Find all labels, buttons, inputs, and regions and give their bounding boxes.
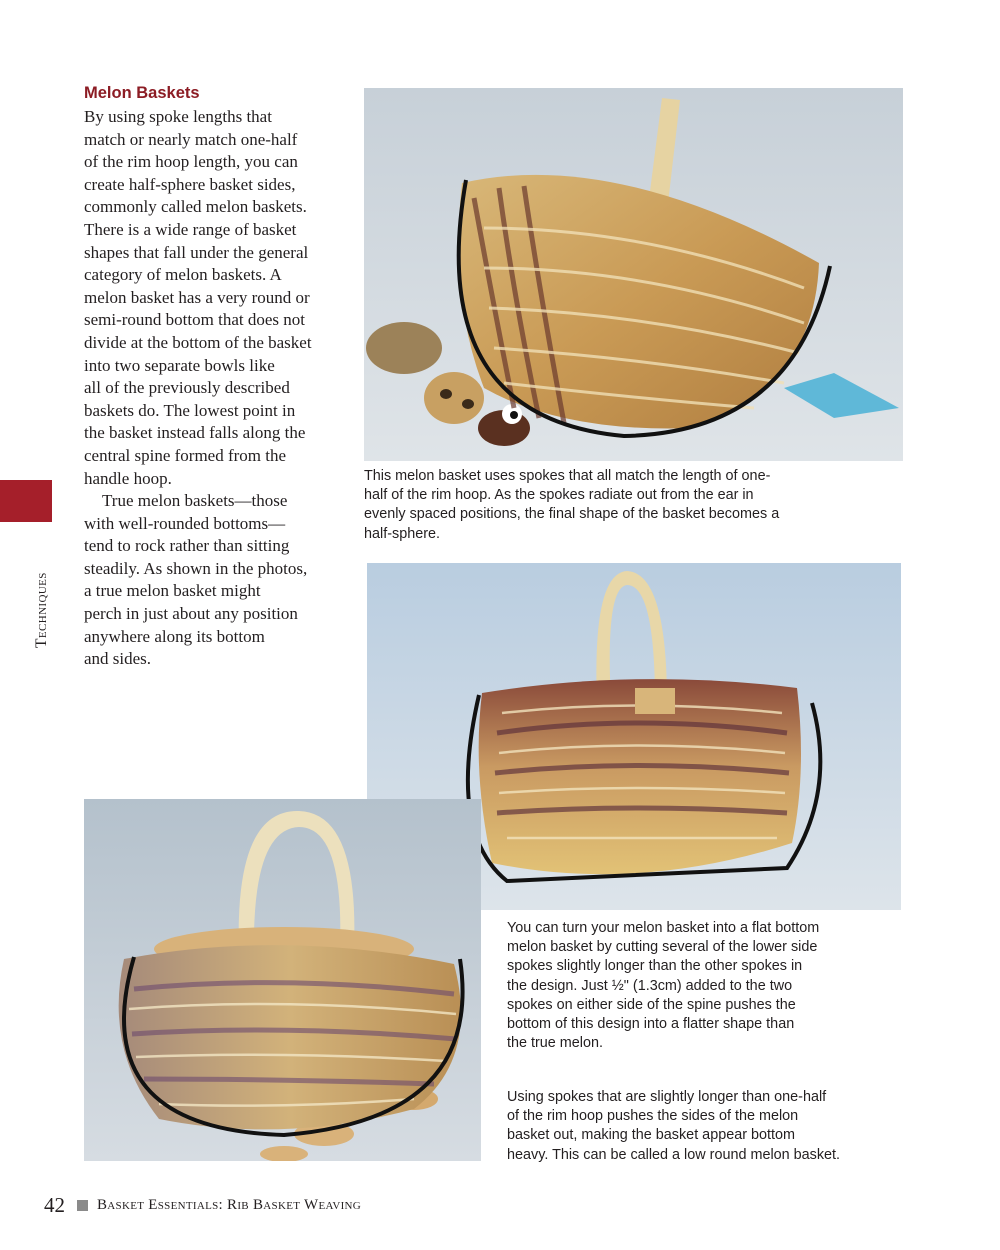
caption-photo-2 [507, 919, 819, 1053]
body-line: By using spoke lengths that [84, 107, 272, 126]
caption-line: evenly spaced positions, the final shape of the basket becomes a [364, 506, 780, 523]
caption-line: Using spokes that are slightly longer than one-half [507, 1089, 827, 1105]
body-line: perch in just about any position [84, 604, 298, 624]
photo-melon-basket [364, 88, 903, 461]
running-title: Basket Essentials: Rib Basket Weaving [97, 1197, 362, 1213]
caption-line: basket out, making the basket appear bottom [507, 1127, 795, 1144]
body-text [84, 106, 346, 671]
caption-line: spokes slightly longer than the other spokes in [507, 958, 803, 975]
caption-line: spokes on either side of the spine pushes the [507, 996, 796, 1013]
caption-line: the true melon. [507, 1035, 603, 1052]
body-line: baskets do. The lowest point in [84, 400, 296, 420]
body-line: anywhere along its bottom [84, 626, 265, 646]
page-number: 42 [44, 1193, 65, 1217]
body-line: commonly called melon baskets. [84, 197, 307, 217]
body-line: tend to rock rather than sitting [84, 536, 290, 556]
body-line: There is a wide range of basket [84, 219, 297, 239]
body-line: and sides. [84, 649, 152, 669]
caption-line: heavy. This can be called a low round melon basket. [507, 1146, 841, 1163]
caption-photo-3 [507, 1088, 840, 1165]
body-line: create half-sphere basket sides, [84, 174, 296, 194]
body-line: melon basket has a very round or [84, 287, 310, 307]
caption-line: of the rim hoop pushes the sides of the melon [507, 1108, 799, 1125]
body-line: handle hoop. [84, 468, 172, 488]
caption-photo-1 [364, 467, 779, 544]
photo-low-round-melon-basket [84, 799, 481, 1161]
caption-line: half-sphere. [364, 525, 440, 542]
body-line: steadily. As shown in the photos, [84, 558, 308, 578]
caption-line: melon basket by cutting several of the lower side [507, 939, 818, 956]
caption-line: You can turn your melon basket into a flat bottom [507, 920, 820, 936]
caption-line: the design. Just ½" (1.3cm) added to the two [507, 977, 793, 994]
body-line: divide at the bottom of the basket [84, 332, 312, 352]
caption-line: half of the rim hoop. As the spokes radiate out from the ear in [364, 487, 754, 504]
body-line: True melon baskets—those [102, 491, 288, 511]
body-line: the basket instead falls along the [84, 423, 306, 443]
body-line: into two separate bowls like [84, 355, 275, 375]
body-line: semi-round bottom that does not [84, 310, 305, 330]
section-heading: Melon Baskets [84, 84, 200, 102]
body-line: shapes that fall under the general [84, 242, 309, 262]
body-line: central spine formed from the [84, 445, 287, 465]
body-line: a true melon basket might [84, 581, 261, 601]
body-line: all of the previously described [84, 378, 290, 398]
page-footer [44, 1193, 361, 1218]
footer-square-icon [77, 1200, 88, 1211]
side-tab-label [33, 572, 51, 648]
body-line: with well-rounded bottoms— [84, 513, 286, 533]
caption-line: bottom of this design into a flatter shape than [507, 1016, 795, 1033]
body-line: of the rim hoop length, you can [84, 152, 298, 172]
side-tab-label-text: Techniques [33, 572, 50, 648]
caption-line: This melon basket uses spokes that all match the length of one- [364, 468, 771, 484]
body-line: category of melon baskets. A [84, 265, 282, 285]
side-tab-marker [0, 480, 52, 522]
body-line: match or nearly match one-half [84, 129, 298, 149]
